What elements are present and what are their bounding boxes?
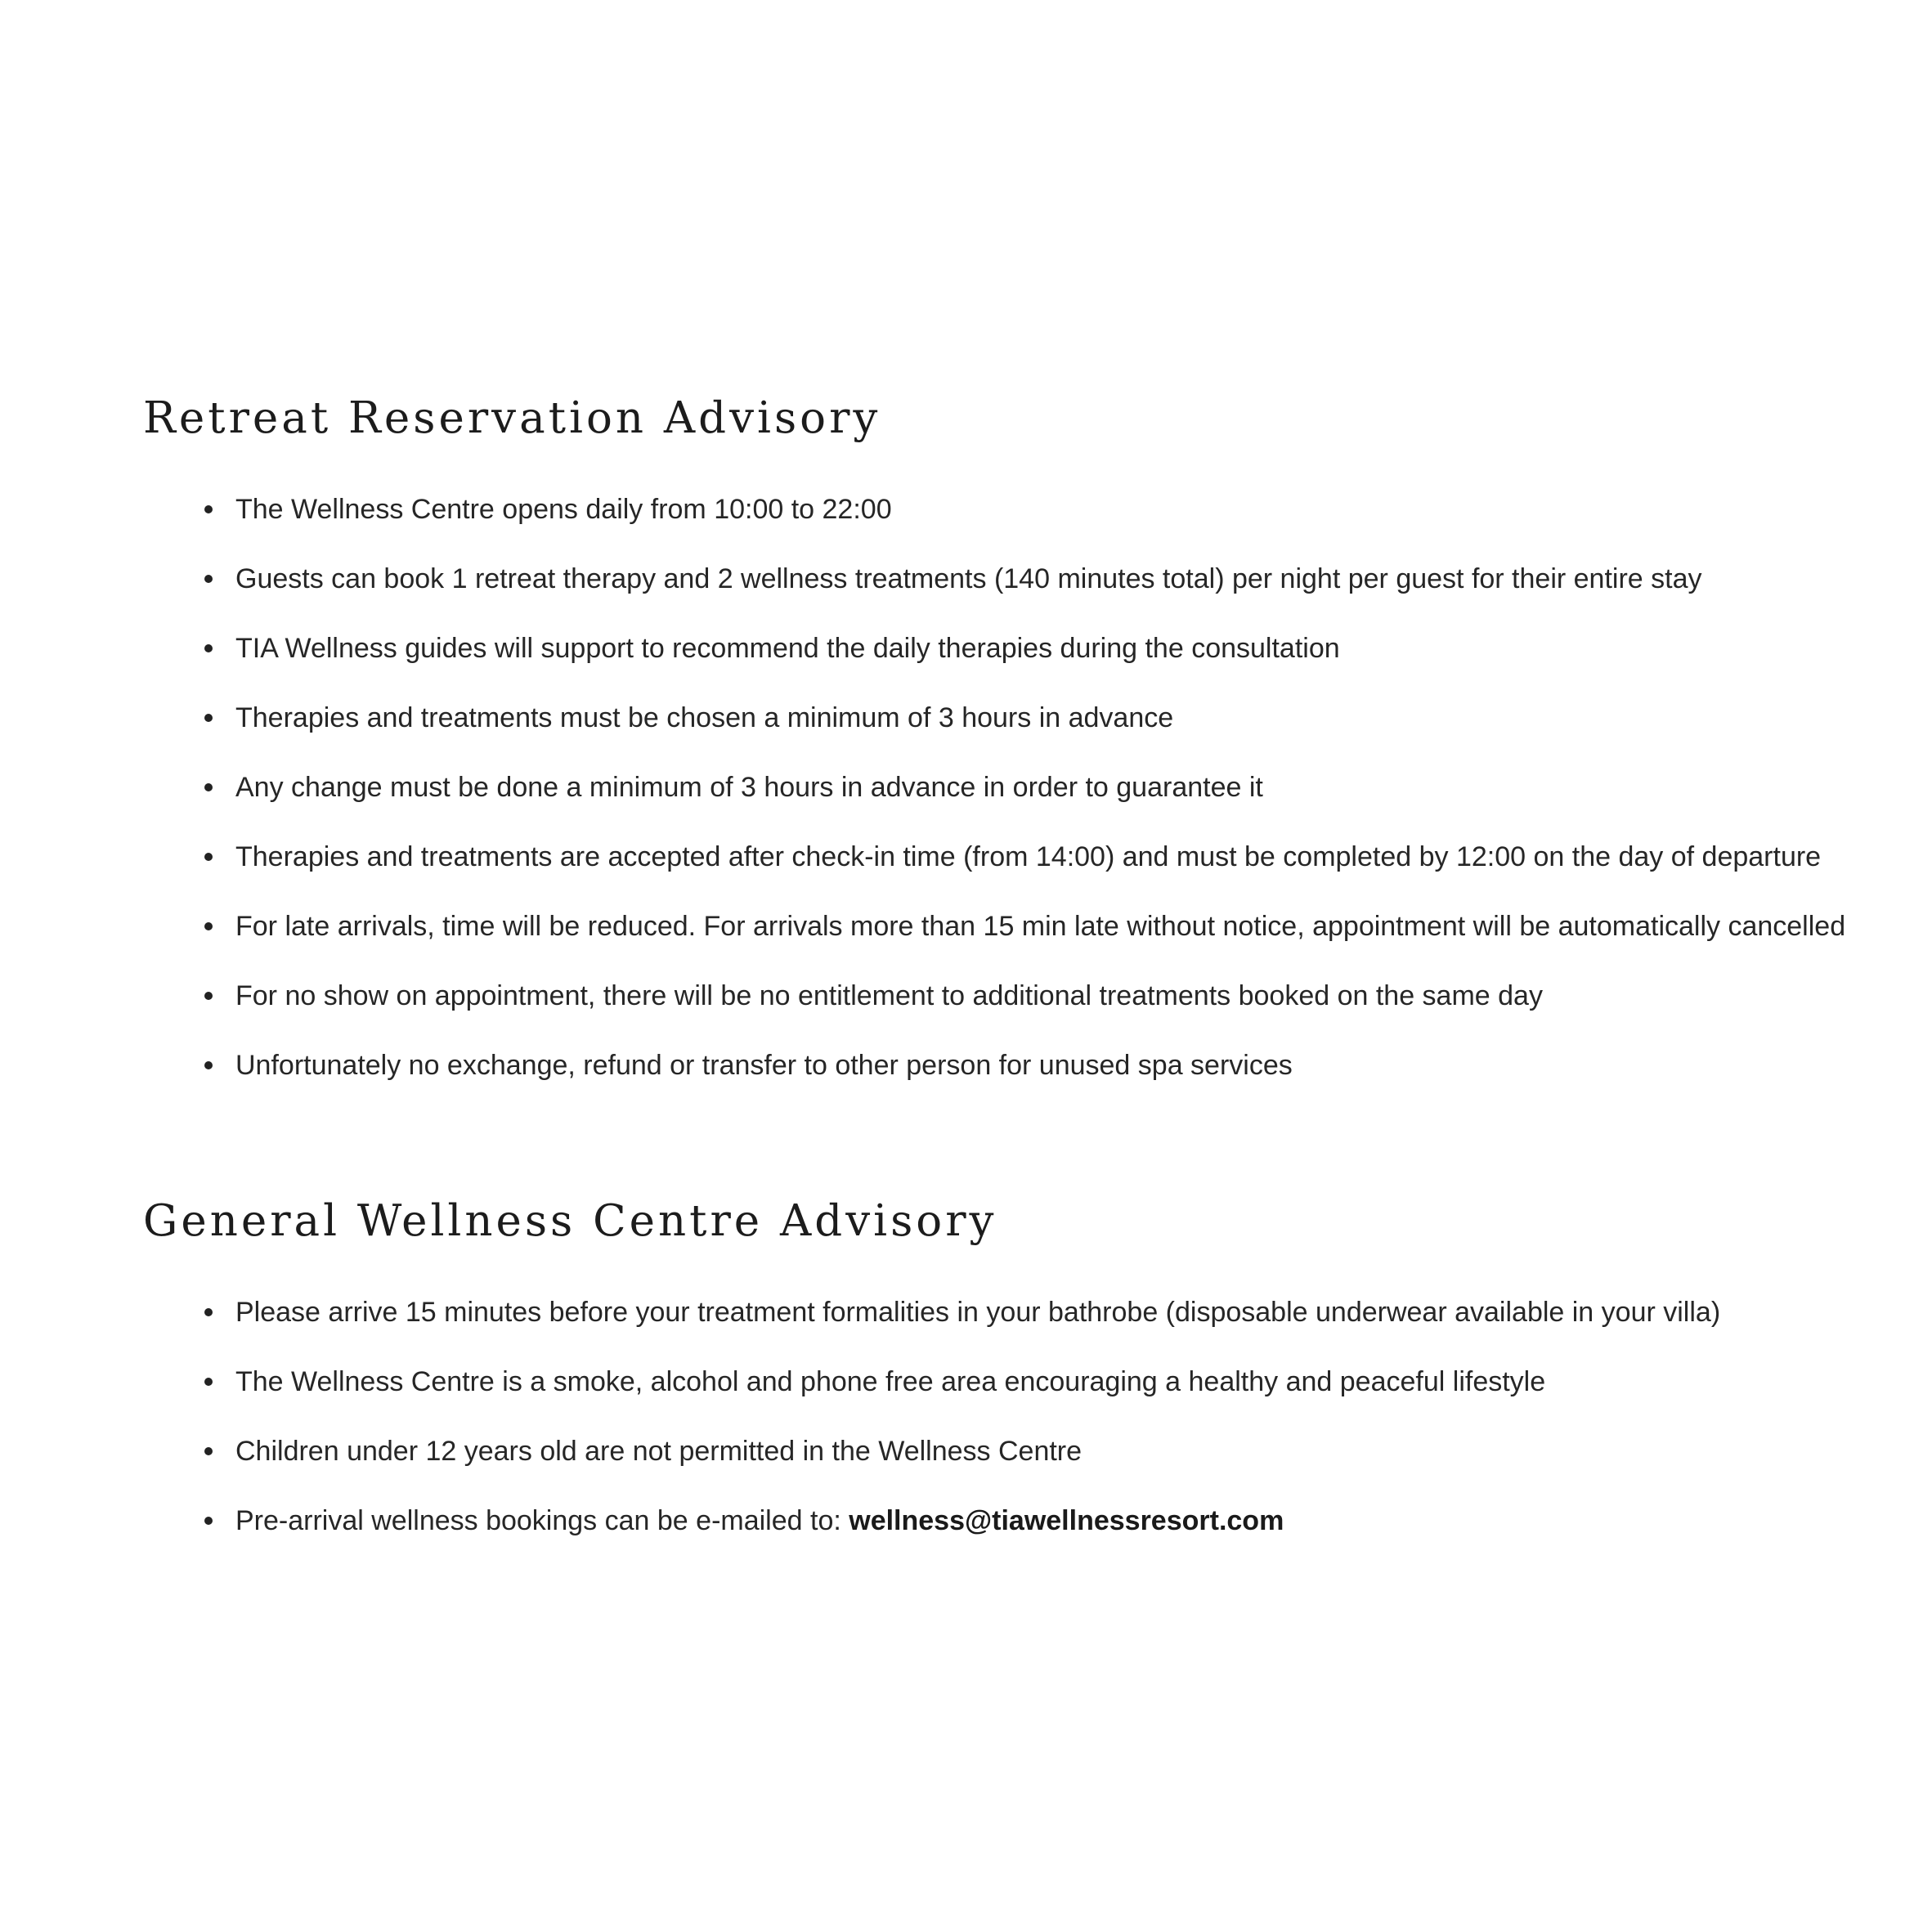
wellness-email-link[interactable]: wellness@tiawellnessresort.com [849, 1505, 1284, 1536]
retreat-advisory-text: Any change must be done a minimum of 3 hours in advance in order to guarantee it [235, 772, 1263, 803]
general-wellness-section [143, 1195, 1844, 1536]
bullet-icon [204, 992, 213, 1000]
retreat-advisory-item [204, 770, 1889, 840]
email-prefix-text: Pre-arrival wellness bookings can be e-mailed to: [235, 1505, 849, 1536]
retreat-advisory-text: Guests can book 1 retreat therapy and 2 wellness treatments (140 minutes total) per night per guest for their entire stay [235, 563, 1702, 594]
bullet-icon [204, 505, 213, 513]
general-advisory-text: The Wellness Centre is a smoke, alcohol and phone free area encouraging a healthy and peaceful lifestyle [235, 1366, 1546, 1397]
retreat-advisory-text: TIA Wellness guides will support to recommend the daily therapies during the consultation [235, 633, 1340, 664]
bullet-icon [204, 1447, 213, 1455]
bullet-icon [204, 575, 213, 583]
retreat-advisory-text: For no show on appointment, there will be no entitlement to additional treatments booked on the same day [235, 980, 1543, 1011]
bullet-icon [204, 1378, 213, 1386]
retreat-reservation-heading: Retreat Reservation Advisory [143, 393, 881, 443]
general-advisory-item [204, 1434, 1889, 1504]
retreat-advisory-item [204, 979, 1889, 1048]
retreat-advisory-item [204, 631, 1889, 701]
bullet-icon [204, 644, 213, 652]
retreat-advisory-text: Unfortunately no exchange, refund or transfer to other person for unused spa services [235, 1050, 1293, 1081]
retreat-advisory-item [204, 562, 1889, 631]
retreat-advisory-item [204, 1048, 1889, 1118]
bullet-icon [204, 1517, 213, 1525]
retreat-advisory-text: Therapies and treatments must be chosen a minimum of 3 hours in advance [235, 702, 1174, 733]
bullet-icon [204, 1308, 213, 1316]
retreat-advisory-text: Therapies and treatments are accepted after check-in time (from 14:00) and must be completed by 12:00 on the day of departure [235, 841, 1822, 872]
bullet-icon [204, 714, 213, 722]
general-advisory-item [204, 1504, 1889, 1573]
bullet-icon [204, 853, 213, 861]
retreat-advisory-item [204, 840, 1889, 909]
general-wellness-heading: General Wellness Centre Advisory [143, 1196, 997, 1246]
bullet-icon [204, 1061, 213, 1069]
retreat-advisory-item [204, 492, 1889, 562]
retreat-advisory-text: For late arrivals, time will be reduced. For arrivals more than 15 min late without notice, appointment will be automatically cancelled [235, 911, 1846, 942]
general-advisory-item [204, 1365, 1889, 1434]
retreat-reservation-section [143, 392, 1846, 1081]
general-advisory-list [204, 1295, 1889, 1573]
general-advisory-text: Children under 12 years old are not permitted in the Wellness Centre [235, 1436, 1083, 1467]
general-advisory-item [204, 1295, 1889, 1365]
retreat-advisory-text: The Wellness Centre opens daily from 10:00 to 22:00 [235, 494, 892, 525]
bullet-icon [204, 783, 213, 791]
retreat-advisory-list [204, 492, 1889, 1118]
general-advisory-text: Please arrive 15 minutes before your treatment formalities in your bathrobe (disposable underwear available in your villa) [235, 1297, 1721, 1328]
retreat-advisory-item [204, 909, 1889, 979]
retreat-advisory-item [204, 701, 1889, 770]
bullet-icon [204, 922, 213, 930]
